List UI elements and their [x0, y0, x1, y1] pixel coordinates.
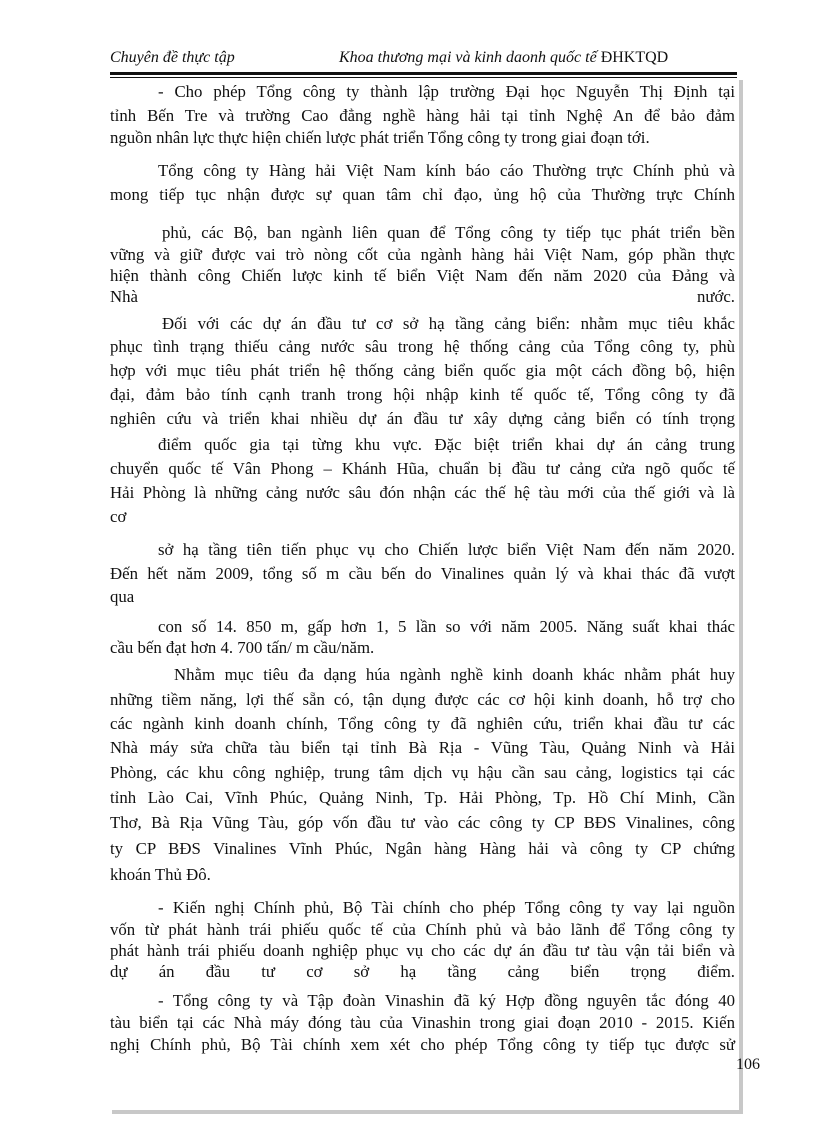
header-rule-thick: [110, 72, 737, 75]
text-line: đại, đảm bảo tính cạnh tranh trong hội nhập kinh tế quốc tế, Tổng công ty đã: [110, 385, 735, 404]
page-number: 106: [736, 1056, 760, 1073]
text-line: Phòng, các khu công nghiệp, trung tâm dịch vụ hậu cần sau cảng, logistics tại các: [110, 763, 735, 782]
text-line: vững và giữ được vai trò nòng cốt của ngành hàng hải Việt Nam, góp phần thực: [110, 245, 735, 264]
text-line: hợp với mục tiêu phát triển hệ thống cảng biển quốc gia một cách đồng bộ, hiện: [110, 361, 735, 380]
header-left: Chuyên đề thực tập: [110, 49, 235, 66]
header-rule-thin: [110, 77, 737, 78]
text-line: Tổng công ty Hàng hải Việt Nam kính báo cáo Thường trực Chính phủ và: [158, 161, 735, 180]
text-line: Đến hết năm 2009, tổng số m cầu bến do Vinalines quản lý và khai thác đã vượt: [110, 564, 735, 583]
text-line: dự án đầu tư cơ sở hạ tầng cảng biển trọng điểm.: [110, 962, 735, 981]
text-line: chuyển quốc tế Vân Phong – Khánh Hũa, chuẩn bị đầu tư cảng cửa ngõ quốc tế: [110, 459, 735, 478]
text-line: phục tình trạng thiếu cảng nước sâu trong hệ thống cảng của Tổng công ty, phù: [110, 337, 735, 356]
text-line: sở hạ tầng tiên tiến phục vụ cho Chiến lược biển Việt Nam đến năm 2020.: [158, 540, 735, 559]
text-line: Nhà máy sửa chữa tàu biển tại tỉnh Bà Rịa - Vũng Tàu, Quảng Ninh và Hải: [110, 738, 735, 757]
text-line: nghiên cứu và triển khai nhiều dự án đầu tư xây dựng cảng biển có tính trọng: [110, 409, 735, 428]
text-line: Thơ, Bà Rịa Vũng Tàu, góp vốn đầu tư vào các công ty CP BĐS Vinalines, công: [110, 813, 735, 832]
header-right-regular: ĐHKTQD: [600, 49, 669, 66]
text-line: phủ, các Bộ, ban ngành liên quan để Tổng công ty tiếp tục phát triển bền: [162, 223, 735, 242]
text-line: khoán Thủ Đô.: [110, 865, 211, 884]
header-right: [339, 49, 668, 67]
text-line: cơ: [110, 507, 127, 526]
text-line: ty CP BĐS Vinalines Vĩnh Phúc, Ngân hàng Hàng hải và công ty CP chứng: [110, 839, 735, 858]
text-line: Đối với các dự án đầu tư cơ sở hạ tầng cảng biển: nhằm mục tiêu khắc: [162, 314, 735, 333]
text-line: tỉnh Bến Tre và trường Cao đẳng nghề hàng hải tại tỉnh Nghệ An để bảo đảm: [110, 106, 735, 125]
text-line: - Tổng công ty và Tập đoàn Vinashin đã ký Hợp đồng nguyên tắc đóng 40: [158, 991, 735, 1010]
page-shadow-right: [739, 80, 743, 1114]
text-line: con số 14. 850 m, gấp hơn 1, 5 lần so với năm 2005. Năng suất khai thác: [158, 617, 735, 636]
text-line: phát hành trái phiếu doanh nghiệp phục vụ cho các dự án đầu tư tàu vận tải biển và: [110, 941, 735, 960]
text-line: qua: [110, 587, 135, 606]
text-line: vốn từ phát hành trái phiếu quốc tế của Chính phủ và bảo lãnh để Tổng công ty: [110, 920, 735, 939]
text-line: tỉnh Lào Cai, Vĩnh Phúc, Quảng Ninh, Tp. Hải Phòng, Tp. Hồ Chí Minh, Cần: [110, 788, 735, 807]
text-line: - Cho phép Tổng công ty thành lập trường Đại học Nguyễn Thị Định tại: [158, 82, 735, 101]
page-header: [110, 49, 735, 71]
page-shadow-bottom: [112, 1110, 743, 1114]
text-line: - Kiến nghị Chính phủ, Bộ Tài chính cho phép Tổng công ty vay lại nguồn: [158, 898, 735, 917]
text-line: nguồn nhân lực thực hiện chiến lược phát triển Tổng công ty trong giai đoạn tới.: [110, 128, 650, 147]
text-fragment: nước.: [696, 287, 735, 306]
text-line: điểm quốc gia tại từng khu vực. Đặc biệt triển khai dự án cảng trung: [158, 435, 735, 454]
text-line: các ngành kinh doanh chính, Tổng công ty đã nghiên cứu, triển khai đầu tư các: [110, 714, 735, 733]
text-line: tàu biển tại các Nhà máy đóng tàu của Vinashin trong giai đoạn 2010 - 2015. Kiến: [110, 1013, 735, 1032]
text-line: nghị Chính phủ, Bộ Tài chính xem xét cho phép Tổng công ty tiếp tục được sử: [110, 1035, 735, 1054]
header-right-italic: Khoa thương mại và kinh daonh quốc tế: [339, 49, 601, 66]
text-line: Hải Phòng là những cảng nước sâu đón nhận các thế hệ tàu mới của thế giới và là: [110, 483, 735, 502]
text-line: mong tiếp tục nhận được sự quan tâm chỉ đạo, ủng hộ của Thường trực Chính: [110, 185, 735, 204]
text-line: hiện thành công Chiến lược kinh tế biển Việt Nam đến năm 2020 của Đảng và: [110, 266, 735, 285]
text-line: Nhằm mục tiêu đa dạng húa ngành nghề kinh doanh khác nhằm phát huy: [174, 665, 735, 684]
text-line: cầu bến đạt hơn 4. 700 tấn/ m cầu/năm.: [110, 638, 375, 657]
text-fragment: Nhà: [110, 287, 138, 306]
text-line: những tiềm năng, lợi thế sẵn có, tận dụng được các cơ hội kinh doanh, hỗ trợ cho: [110, 690, 735, 709]
